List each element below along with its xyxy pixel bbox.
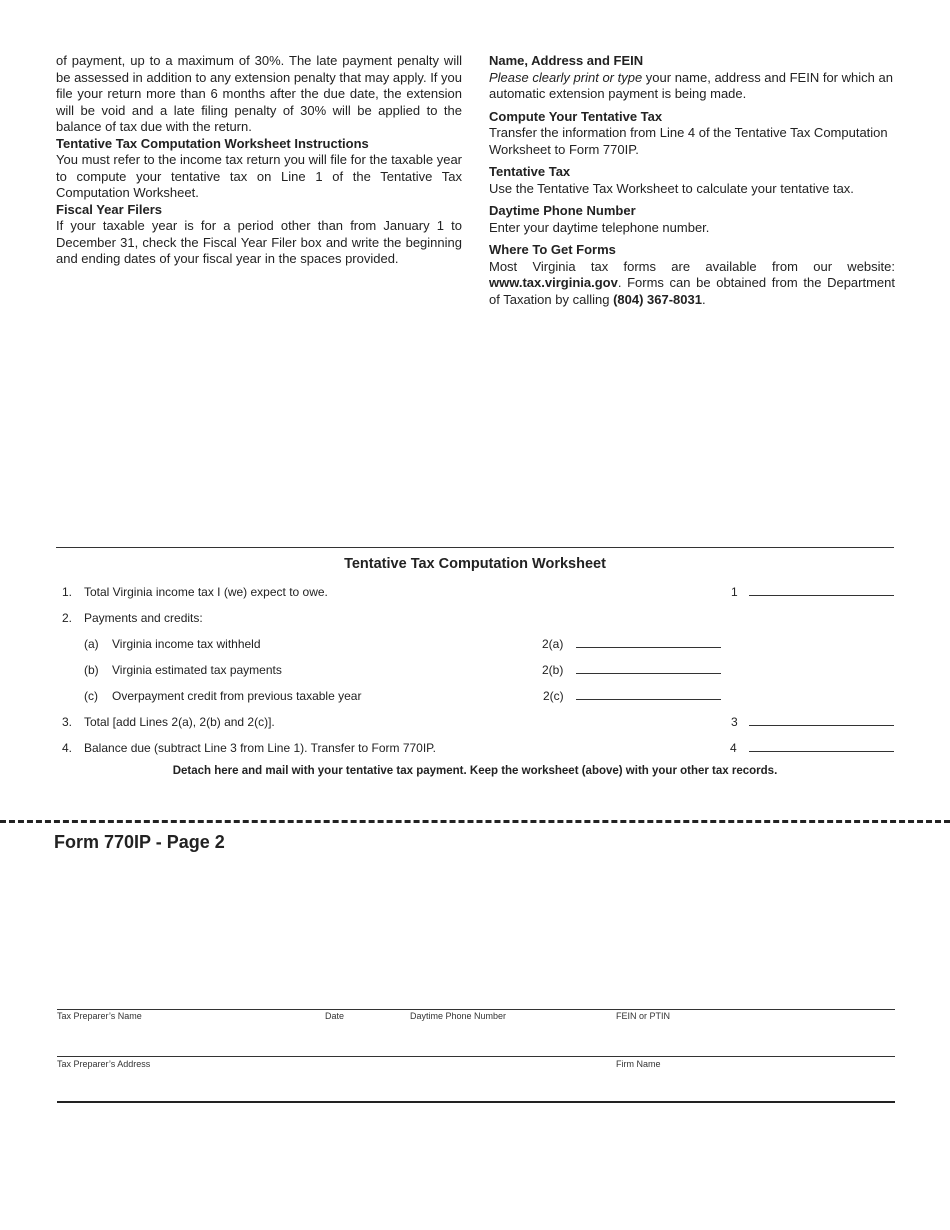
line2-text: Payments and credits: bbox=[84, 611, 203, 625]
compute-body: Transfer the information from Line 4 of the Tentative Tax Computation Worksheet to Form 770IP. bbox=[489, 125, 888, 157]
line2c-letter: (c) bbox=[84, 689, 98, 703]
line2b-text: Virginia estimated tax payments bbox=[112, 663, 282, 677]
worksheet-instructions-heading: Tentative Tax Computation Worksheet Instructions bbox=[56, 135, 369, 151]
preparer-middle-rule bbox=[57, 1056, 895, 1057]
fiscal-year-body: If your taxable year is for a period other than from January 1 to December 31, check the Fiscal Year Filer box and write the beginning and ending dates of your fiscal year in the spaces provided. bbox=[56, 218, 462, 266]
forms-text-start: Most Virginia tax forms are available from our website: bbox=[489, 258, 895, 274]
preparer-phone-label: Daytime Phone Number bbox=[410, 1011, 507, 1021]
firm-name-label: Firm Name bbox=[616, 1059, 661, 1069]
forms-text-mid: . Forms can be obtained from the Department of Taxation by calling bbox=[489, 275, 895, 307]
worksheet-top-rule bbox=[56, 547, 894, 548]
tentative-tax-body: Use the Tentative Tax Worksheet to calculate your tentative tax. bbox=[489, 180, 854, 196]
preparer-name-label: Tax Preparer’s Name bbox=[57, 1011, 142, 1021]
right-column bbox=[489, 53, 895, 308]
forms-heading: Where To Get Forms bbox=[489, 242, 616, 257]
worksheet-instructions-body: You must refer to the income tax return you will file for the taxable year to compute your tentative tax on Line 1 of the Tentative Tax Computation Worksheet. bbox=[56, 152, 462, 200]
line3-text: Total [add Lines 2(a), 2(b) and 2(c)]. bbox=[84, 715, 275, 729]
late-payment-paragraph: of payment, up to a maximum of 30%. The late payment penalty will be assessed in addition to any extension penalty that may apply. If you file your return more than 6 months after the due date, the extension will be void and a late filing penalty of 30% will be applied to the balance of tax due with the return. bbox=[56, 53, 462, 134]
detach-note: Detach here and mail with your tentative tax payment. Keep the worksheet (above) with your other tax records. bbox=[172, 765, 778, 777]
website-link[interactable]: www.tax.virginia.gov bbox=[489, 275, 618, 290]
line4-number: 4. bbox=[62, 741, 73, 755]
line2a-text: Virginia income tax withheld bbox=[112, 637, 261, 651]
preparer-address-label: Tax Preparer’s Address bbox=[57, 1059, 151, 1069]
line3-amount-field[interactable] bbox=[749, 725, 894, 726]
line2b-amount-field[interactable] bbox=[576, 673, 721, 674]
line1-amount-field[interactable] bbox=[749, 595, 894, 596]
name-address-emphasis: Please clearly print or type bbox=[489, 69, 643, 85]
line2b-ref: 2(b) bbox=[542, 663, 564, 677]
preparer-bottom-rule bbox=[57, 1101, 895, 1103]
line4-text: Balance due (subtract Line 3 from Line 1). Transfer to Form 770IP. bbox=[84, 741, 436, 755]
worksheet-title: Tentative Tax Computation Worksheet bbox=[344, 556, 606, 572]
fiscal-year-heading: Fiscal Year Filers bbox=[56, 201, 162, 217]
tentative-tax-heading: Tentative Tax bbox=[489, 164, 571, 179]
line2c-text: Overpayment credit from previous taxable year bbox=[112, 689, 362, 703]
detach-cut-line bbox=[0, 820, 950, 823]
name-address-body bbox=[489, 70, 895, 103]
preparer-fein-label: FEIN or PTIN bbox=[616, 1011, 671, 1021]
line2c-amount-field[interactable] bbox=[576, 699, 721, 700]
phone-heading: Daytime Phone Number bbox=[489, 203, 636, 218]
line1-ref: 1 bbox=[731, 585, 738, 599]
line2c-ref: 2(c) bbox=[543, 689, 564, 703]
line1-number: 1. bbox=[62, 585, 73, 599]
preparer-date-label: Date bbox=[325, 1011, 345, 1021]
line2a-amount-field[interactable] bbox=[576, 647, 721, 648]
department-phone: (804) 367-8031 bbox=[613, 291, 702, 307]
preparer-top-rule bbox=[57, 1009, 895, 1010]
line4-ref: 4 bbox=[730, 741, 737, 755]
line4-amount-field[interactable] bbox=[749, 751, 894, 752]
line2b-letter: (b) bbox=[84, 663, 99, 677]
left-column bbox=[56, 53, 462, 268]
line1-text: Total Virginia income tax I (we) expect to owe. bbox=[84, 585, 328, 599]
line3-number: 3. bbox=[62, 715, 73, 729]
line3-ref: 3 bbox=[731, 715, 738, 729]
name-address-text: your name, address and FEIN for which an automatic extension payment is being made. bbox=[489, 69, 893, 101]
line2-number: 2. bbox=[62, 611, 73, 625]
phone-body: Enter your daytime telephone number. bbox=[489, 219, 710, 235]
forms-text-end: . bbox=[701, 291, 706, 307]
line2a-ref: 2(a) bbox=[542, 637, 564, 651]
form-page-title: Form 770IP - Page 2 bbox=[54, 832, 225, 852]
forms-body bbox=[489, 259, 895, 309]
compute-heading: Compute Your Tentative Tax bbox=[489, 108, 663, 124]
name-address-heading: Name, Address and FEIN bbox=[489, 53, 644, 68]
line2a-letter: (a) bbox=[84, 637, 99, 651]
